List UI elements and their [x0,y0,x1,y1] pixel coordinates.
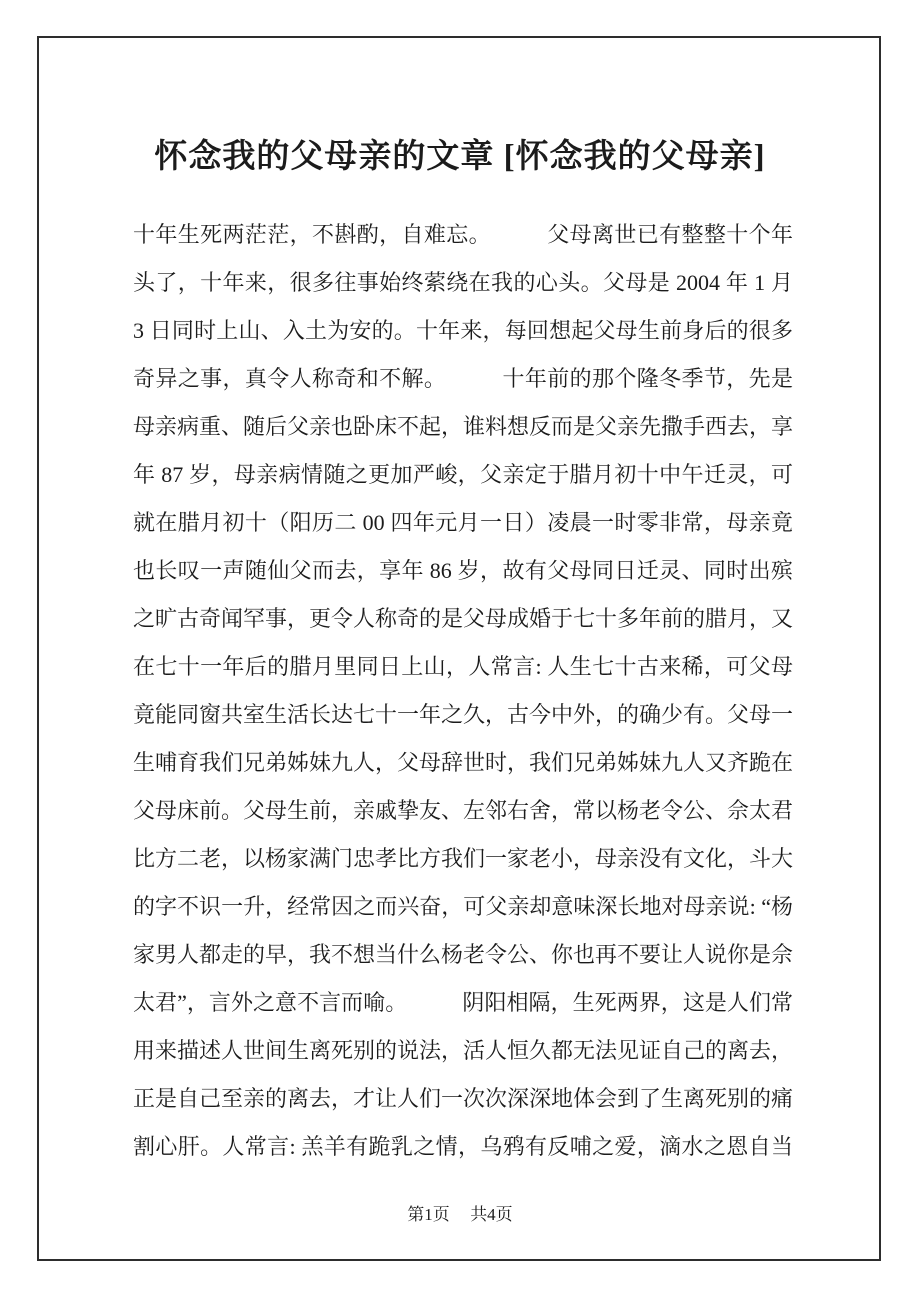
text-line: 竟能同窗共室生活长达七十一年之久，古今中外，的确少有。父母一 [133,702,794,727]
text-line: 在七十一年后的腊月里同日上山，人常言: 人生七十古来稀，可父母 [133,654,793,679]
text-line: 父母床前。父母生前，亲戚挚友、左邻右舍，常以杨老令公、佘太君 [133,798,794,823]
text-line: 十年生死两茫茫，不斟酌，自难忘。 父母离世已有整整十个年 [133,222,793,247]
footer-total-pages: 共4页 [470,1205,513,1224]
text-line: 用来描述人世间生离死别的说法，活人恒久都无法见证自己的离去， [133,1038,794,1063]
text-line: 太君”，言外之意不言而喻。 阴阳相隔，生死两界，这是人们常 [133,990,793,1015]
document-title: 怀念我的父母亲的文章 [怀念我的父母亲] [154,139,766,175]
text-line: 比方二老，以杨家满门忠孝比方我们一家老小，母亲没有文化，斗大 [133,846,794,871]
text-line: 3 日同时上山、入土为安的。十年来，每回想起父母生前身后的很多 [133,318,793,343]
text-line: 母亲病重、随后父亲也卧床不起，谁料想反而是父亲先撒手西去，享 [133,414,794,439]
text-line: 生哺育我们兄弟姊妹九人，父母辞世时，我们兄弟姊妹九人又齐跪在 [133,750,794,775]
text-line: 割心肝。人常言: 羔羊有跪乳之情，乌鸦有反哺之爱，滴水之恩自当 [133,1134,793,1159]
text-line: 头了，十年来，很多往事始终萦绕在我的心头。父母是 2004 年 1 月 [133,270,793,295]
text-line: 年 87 岁，母亲病情随之更加严峻，父亲定于腊月初十中午迁灵，可 [133,462,793,487]
text-line: 的字不识一升，经常因之而兴奋，可父亲却意味深长地对母亲说: “杨 [133,894,793,919]
text-line: 之旷古奇闻罕事，更令人称奇的是父母成婚于七十多年前的腊月，又 [133,606,794,631]
text-line: 就在腊月初十（阳历二 00 四年元月一日）凌晨一时零非常，母亲竟 [133,510,793,535]
footer-page-number: 第1页 [407,1205,450,1224]
text-line: 奇异之事，真令人称奇和不解。 十年前的那个隆冬季节，先是 [133,366,793,391]
text-line: 也长叹一声随仙父而去，享年 86 岁，故有父母同日迁灵、同时出殡 [133,558,793,583]
body-text [133,211,793,1171]
page-footer [0,1204,920,1226]
text-line: 正是自己至亲的离去，才让人们一次次深深地体会到了生离死别的痛 [133,1086,794,1111]
text-line: 家男人都走的早，我不想当什么杨老令公、你也再不要让人说你是佘 [133,942,794,967]
